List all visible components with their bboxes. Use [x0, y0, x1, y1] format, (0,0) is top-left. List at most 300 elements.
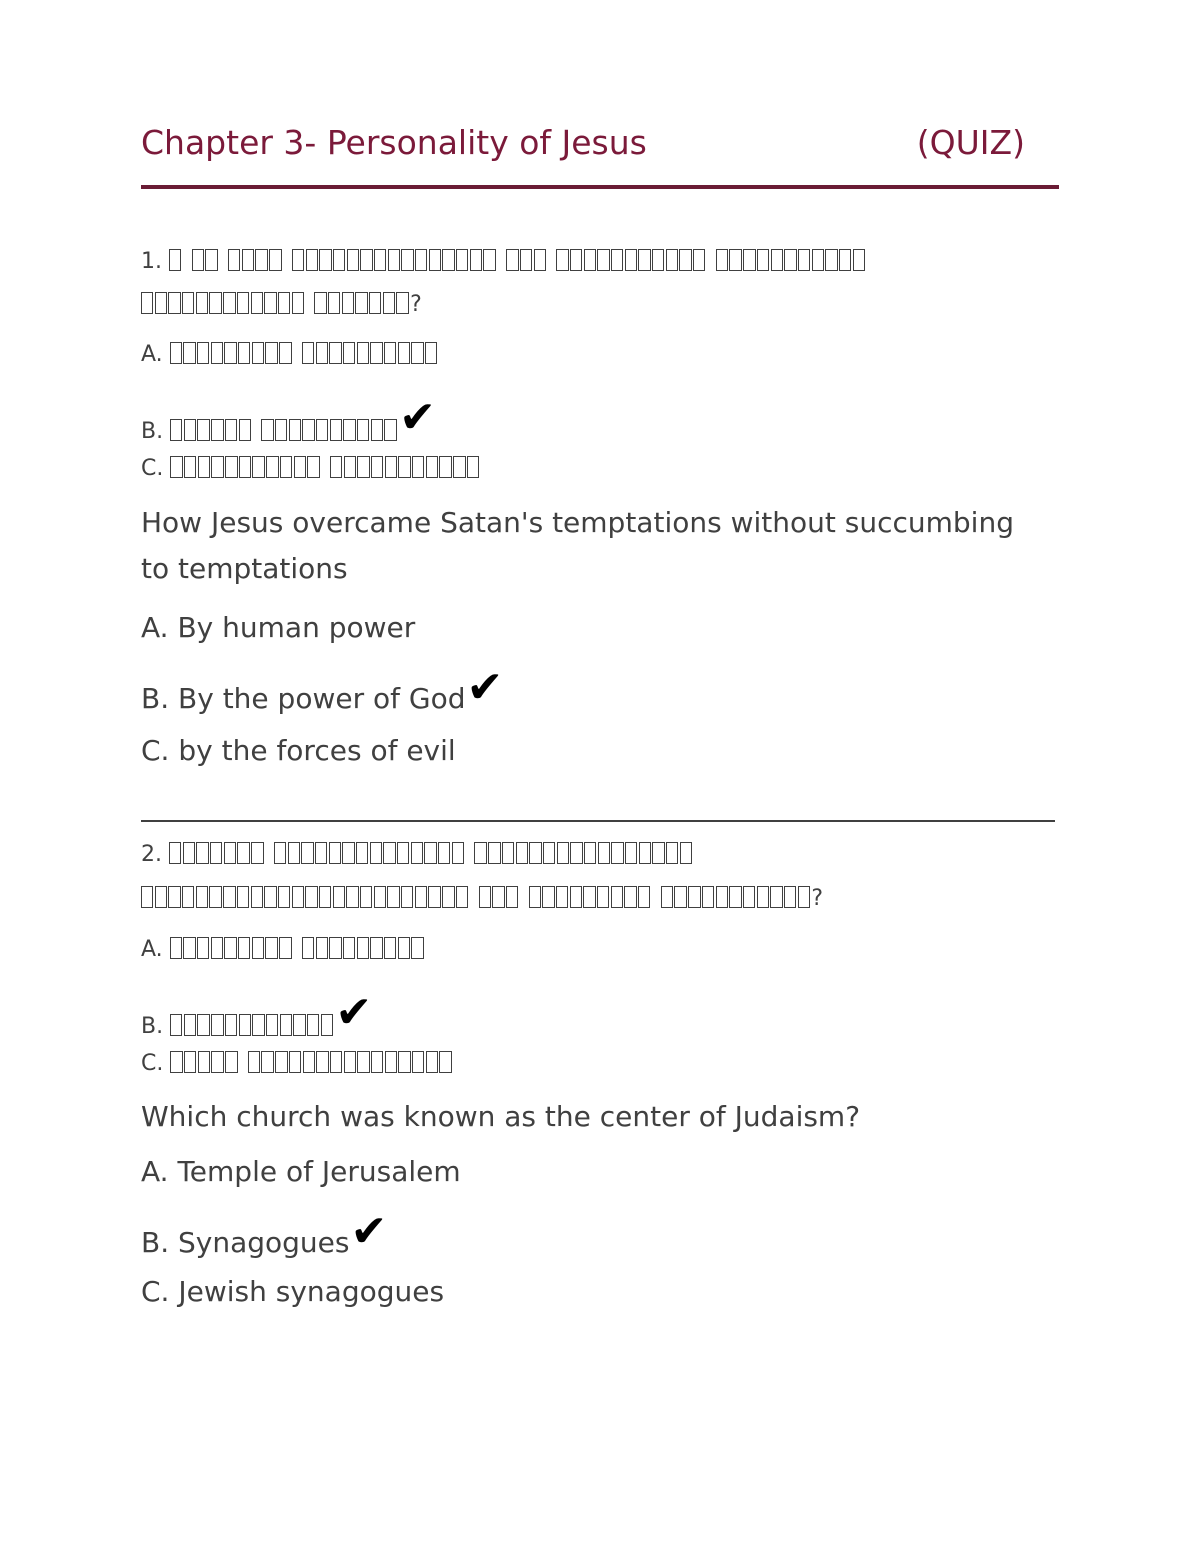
- missing-glyph-box: [688, 886, 700, 908]
- missing-glyph-box: [170, 419, 182, 441]
- missing-glyph-box: [357, 1051, 369, 1073]
- missing-glyph-box: [141, 292, 153, 314]
- missing-glyph-box: [238, 342, 250, 364]
- missing-glyph-box: [639, 842, 651, 864]
- missing-glyph-box: [278, 886, 290, 908]
- missing-glyph-box: [425, 342, 437, 364]
- missing-glyph-box: [584, 249, 596, 271]
- missing-glyph-box: [439, 1051, 451, 1073]
- missing-glyph-box: [237, 886, 249, 908]
- missing-glyph-box: [264, 292, 276, 314]
- missing-glyph-box: [839, 249, 851, 271]
- missing-glyph-box: [784, 886, 796, 908]
- missing-glyph-box: [556, 249, 568, 271]
- q1-native-question-mark: ?: [410, 292, 422, 317]
- missing-glyph-box: [396, 292, 408, 314]
- missing-glyph-box: [302, 419, 314, 441]
- missing-glyph-box: [652, 249, 664, 271]
- missing-glyph-box: [275, 1051, 287, 1073]
- q1-native-option-b-prefix: B.: [141, 419, 164, 444]
- missing-glyph-box: [343, 937, 355, 959]
- missing-glyph-box: [401, 886, 413, 908]
- missing-glyph-box: [384, 419, 396, 441]
- missing-glyph-box: [506, 249, 518, 271]
- q2-native-option-b: [141, 987, 373, 1042]
- missing-glyph-box: [197, 1014, 209, 1036]
- q2-native-option-c: [141, 1049, 453, 1079]
- missing-glyph-box: [192, 249, 204, 271]
- missing-glyph-box: [415, 886, 427, 908]
- missing-glyph-box: [261, 1051, 273, 1073]
- missing-glyph-box: [371, 419, 383, 441]
- missing-glyph-box: [211, 342, 223, 364]
- missing-glyph-box: [225, 419, 237, 441]
- missing-glyph-box: [155, 292, 167, 314]
- q2-english-option-b-text: B. Synagogues: [141, 1226, 350, 1259]
- missing-glyph-box: [211, 937, 223, 959]
- q2-native-option-c-prefix: C.: [141, 1051, 164, 1076]
- q1-native-option-a-prefix: A.: [141, 342, 163, 367]
- missing-glyph-box: [224, 342, 236, 364]
- missing-glyph-box: [771, 249, 783, 271]
- missing-glyph-box: [570, 249, 582, 271]
- missing-glyph-box: [556, 886, 568, 908]
- missing-glyph-box: [288, 842, 300, 864]
- missing-glyph-box: [184, 1014, 196, 1036]
- missing-glyph-box: [266, 456, 278, 478]
- missing-glyph-box: [330, 419, 342, 441]
- missing-glyph-box: [625, 842, 637, 864]
- missing-glyph-box: [798, 886, 810, 908]
- missing-glyph-box: [225, 456, 237, 478]
- missing-glyph-box: [702, 886, 714, 908]
- missing-glyph-box: [557, 842, 569, 864]
- missing-glyph-box: [611, 249, 623, 271]
- q2-native-option-a: [141, 935, 425, 965]
- missing-glyph-box: [211, 1014, 223, 1036]
- missing-glyph-box: [624, 886, 636, 908]
- missing-glyph-box: [693, 249, 705, 271]
- missing-glyph-box: [543, 842, 555, 864]
- missing-glyph-box: [292, 292, 304, 314]
- missing-glyph-box: [611, 842, 623, 864]
- missing-glyph-box: [225, 1051, 237, 1073]
- missing-glyph-box: [344, 456, 356, 478]
- q2-english-correct-check-icon: ✔: [350, 1206, 388, 1257]
- missing-glyph-box: [384, 342, 396, 364]
- missing-glyph-box: [289, 419, 301, 441]
- missing-glyph-box: [411, 842, 423, 864]
- missing-glyph-box: [729, 886, 741, 908]
- missing-glyph-box: [329, 842, 341, 864]
- missing-glyph-box: [371, 456, 383, 478]
- q1-native-option-c: [141, 454, 480, 484]
- missing-glyph-box: [209, 886, 221, 908]
- missing-glyph-box: [316, 937, 328, 959]
- missing-glyph-box: [252, 1014, 264, 1036]
- missing-glyph-box: [666, 842, 678, 864]
- missing-glyph-box: [196, 292, 208, 314]
- missing-glyph-box: [168, 886, 180, 908]
- missing-glyph-box: [169, 249, 181, 271]
- missing-glyph-box: [169, 842, 181, 864]
- missing-glyph-box: [583, 886, 595, 908]
- q2-native-option-b-prefix: B.: [141, 1014, 164, 1039]
- missing-glyph-box: [170, 937, 182, 959]
- missing-glyph-box: [411, 937, 423, 959]
- missing-glyph-box: [280, 1014, 292, 1036]
- missing-glyph-box: [611, 886, 623, 908]
- q1-english-option-b: [141, 662, 504, 719]
- missing-glyph-box: [412, 1051, 424, 1073]
- missing-glyph-box: [346, 886, 358, 908]
- missing-glyph-box: [211, 1051, 223, 1073]
- missing-glyph-box: [269, 249, 281, 271]
- missing-glyph-box: [398, 937, 410, 959]
- missing-glyph-box: [812, 249, 824, 271]
- missing-glyph-box: [255, 249, 267, 271]
- missing-glyph-box: [293, 1014, 305, 1036]
- missing-glyph-box: [279, 342, 291, 364]
- missing-glyph-box: [853, 249, 865, 271]
- missing-glyph-box: [387, 886, 399, 908]
- missing-glyph-box: [223, 292, 235, 314]
- missing-glyph-box: [251, 292, 263, 314]
- missing-glyph-box: [374, 886, 386, 908]
- missing-glyph-box: [294, 456, 306, 478]
- missing-glyph-box: [251, 886, 263, 908]
- missing-glyph-box: [251, 842, 263, 864]
- q2-english-option-c: C. Jewish synagogues: [141, 1275, 445, 1308]
- missing-glyph-box: [155, 886, 167, 908]
- q1-native-option-b: [141, 392, 436, 447]
- missing-glyph-box: [426, 456, 438, 478]
- q2-english-option-a: A. Temple of Jerusalem: [141, 1155, 461, 1188]
- missing-glyph-box: [397, 842, 409, 864]
- missing-glyph-box: [426, 1051, 438, 1073]
- missing-glyph-box: [225, 1014, 237, 1036]
- missing-glyph-box: [328, 292, 340, 314]
- missing-glyph-box: [307, 1014, 319, 1036]
- missing-glyph-box: [743, 249, 755, 271]
- missing-glyph-box: [638, 249, 650, 271]
- missing-glyph-box: [210, 842, 222, 864]
- missing-glyph-box: [598, 842, 610, 864]
- missing-glyph-box: [141, 886, 153, 908]
- missing-glyph-box: [342, 842, 354, 864]
- missing-glyph-box: [302, 342, 314, 364]
- missing-glyph-box: [237, 292, 249, 314]
- missing-glyph-box: [344, 1051, 356, 1073]
- missing-glyph-box: [238, 937, 250, 959]
- missing-glyph-box: [438, 842, 450, 864]
- missing-glyph-box: [398, 456, 410, 478]
- q2-native-option-b-text: [170, 1012, 334, 1042]
- missing-glyph-box: [729, 249, 741, 271]
- q1-english-question-line2: to temptations: [141, 552, 348, 585]
- missing-glyph-box: [301, 842, 313, 864]
- missing-glyph-box: [197, 342, 209, 364]
- missing-glyph-box: [584, 842, 596, 864]
- q1-native-option-a-text: [170, 340, 439, 370]
- missing-glyph-box: [825, 249, 837, 271]
- missing-glyph-box: [370, 937, 382, 959]
- missing-glyph-box: [306, 249, 318, 271]
- q2-native-question-mark: ?: [811, 886, 823, 911]
- missing-glyph-box: [453, 456, 465, 478]
- missing-glyph-box: [265, 342, 277, 364]
- missing-glyph-box: [442, 249, 454, 271]
- missing-glyph-box: [265, 937, 277, 959]
- missing-glyph-box: [330, 456, 342, 478]
- missing-glyph-box: [184, 419, 196, 441]
- missing-glyph-box: [224, 842, 236, 864]
- question-divider: [141, 820, 1055, 822]
- missing-glyph-box: [456, 886, 468, 908]
- q1-native-question-line1: [141, 247, 866, 277]
- missing-glyph-box: [652, 842, 664, 864]
- missing-glyph-box: [211, 419, 223, 441]
- missing-glyph-box: [347, 249, 359, 271]
- q1-english-option-b-text: B. By the power of God: [141, 682, 466, 715]
- missing-glyph-box: [237, 842, 249, 864]
- q1-number: 1.: [141, 249, 162, 274]
- missing-glyph-box: [316, 1051, 328, 1073]
- q1-english-question-line1: How Jesus overcame Satan's temptations without succumbing: [141, 506, 1014, 539]
- missing-glyph-box: [357, 342, 369, 364]
- missing-glyph-box: [280, 456, 292, 478]
- missing-glyph-box: [305, 886, 317, 908]
- missing-glyph-box: [170, 342, 182, 364]
- missing-glyph-box: [242, 249, 254, 271]
- missing-glyph-box: [198, 1051, 210, 1073]
- q2-native-option-a-text: [170, 935, 425, 965]
- missing-glyph-box: [570, 886, 582, 908]
- missing-glyph-box: [275, 419, 287, 441]
- missing-glyph-box: [314, 292, 326, 314]
- missing-glyph-box: [385, 456, 397, 478]
- missing-glyph-box: [239, 456, 251, 478]
- q1-native-option-c-text: [170, 454, 480, 484]
- missing-glyph-box: [534, 249, 546, 271]
- missing-glyph-box: [264, 886, 276, 908]
- missing-glyph-box: [278, 292, 290, 314]
- missing-glyph-box: [625, 249, 637, 271]
- missing-glyph-box: [211, 456, 223, 478]
- q1-native-option-c-prefix: C.: [141, 456, 164, 481]
- missing-glyph-box: [184, 1051, 196, 1073]
- missing-glyph-box: [198, 456, 210, 478]
- missing-glyph-box: [239, 1014, 251, 1036]
- missing-glyph-box: [343, 419, 355, 441]
- q1-english-correct-check-icon: ✔: [466, 662, 504, 713]
- missing-glyph-box: [597, 249, 609, 271]
- missing-glyph-box: [183, 842, 195, 864]
- missing-glyph-box: [319, 249, 331, 271]
- missing-glyph-box: [757, 886, 769, 908]
- missing-glyph-box: [170, 456, 182, 478]
- missing-glyph-box: [456, 249, 468, 271]
- missing-glyph-box: [424, 842, 436, 864]
- missing-glyph-box: [716, 886, 728, 908]
- missing-glyph-box: [442, 886, 454, 908]
- missing-glyph-box: [360, 249, 372, 271]
- missing-glyph-box: [357, 419, 369, 441]
- q2-native-text: [169, 840, 693, 870]
- missing-glyph-box: [292, 886, 304, 908]
- missing-glyph-box: [529, 886, 541, 908]
- missing-glyph-box: [355, 292, 367, 314]
- missing-glyph-box: [483, 249, 495, 271]
- missing-glyph-box: [357, 937, 369, 959]
- missing-glyph-box: [661, 886, 673, 908]
- missing-glyph-box: [224, 937, 236, 959]
- missing-glyph-box: [330, 1051, 342, 1073]
- q2-native-question-line2: [141, 884, 823, 914]
- missing-glyph-box: [474, 842, 486, 864]
- missing-glyph-box: [488, 842, 500, 864]
- missing-glyph-box: [415, 249, 427, 271]
- q2-native-option-a-prefix: A.: [141, 937, 163, 962]
- q1-english-option-c: C. by the forces of evil: [141, 734, 456, 767]
- missing-glyph-box: [520, 249, 532, 271]
- missing-glyph-box: [680, 842, 692, 864]
- missing-glyph-box: [182, 886, 194, 908]
- missing-glyph-box: [502, 842, 514, 864]
- missing-glyph-box: [492, 886, 504, 908]
- missing-glyph-box: [470, 249, 482, 271]
- missing-glyph-box: [319, 886, 331, 908]
- missing-glyph-box: [333, 886, 345, 908]
- missing-glyph-box: [356, 842, 368, 864]
- missing-glyph-box: [570, 842, 582, 864]
- q2-number: 2.: [141, 842, 162, 867]
- q1-native-option-a: [141, 340, 439, 370]
- missing-glyph-box: [467, 456, 479, 478]
- missing-glyph-box: [302, 937, 314, 959]
- missing-glyph-box: [385, 1051, 397, 1073]
- q2-native-option-c-text: [170, 1049, 453, 1079]
- missing-glyph-box: [303, 1051, 315, 1073]
- missing-glyph-box: [412, 456, 424, 478]
- missing-glyph-box: [370, 342, 382, 364]
- missing-glyph-box: [279, 937, 291, 959]
- q2-english-option-b: [141, 1206, 388, 1263]
- missing-glyph-box: [674, 886, 686, 908]
- missing-glyph-box: [428, 886, 440, 908]
- q1-native-correct-check-icon: ✔: [399, 392, 436, 443]
- missing-glyph-box: [383, 842, 395, 864]
- missing-glyph-box: [798, 249, 810, 271]
- missing-glyph-box: [168, 292, 180, 314]
- missing-glyph-box: [383, 292, 395, 314]
- q1-native-text: [169, 247, 866, 277]
- missing-glyph-box: [183, 937, 195, 959]
- q2-native-question-line1: [141, 840, 693, 870]
- q2-native-text-2: [141, 884, 811, 914]
- missing-glyph-box: [183, 342, 195, 364]
- missing-glyph-box: [370, 842, 382, 864]
- missing-glyph-box: [401, 249, 413, 271]
- missing-glyph-box: [411, 342, 423, 364]
- missing-glyph-box: [182, 292, 194, 314]
- missing-glyph-box: [316, 419, 328, 441]
- missing-glyph-box: [223, 886, 235, 908]
- missing-glyph-box: [307, 456, 319, 478]
- missing-glyph-box: [197, 937, 209, 959]
- missing-glyph-box: [228, 249, 240, 271]
- missing-glyph-box: [274, 842, 286, 864]
- missing-glyph-box: [429, 249, 441, 271]
- missing-glyph-box: [248, 1051, 260, 1073]
- missing-glyph-box: [529, 842, 541, 864]
- missing-glyph-box: [716, 249, 728, 271]
- missing-glyph-box: [205, 249, 217, 271]
- missing-glyph-box: [757, 249, 769, 271]
- missing-glyph-box: [170, 1051, 182, 1073]
- missing-glyph-box: [384, 937, 396, 959]
- q2-native-correct-check-icon: ✔: [335, 987, 373, 1038]
- missing-glyph-box: [321, 1014, 333, 1036]
- missing-glyph-box: [333, 249, 345, 271]
- missing-glyph-box: [638, 886, 650, 908]
- missing-glyph-box: [479, 886, 491, 908]
- missing-glyph-box: [342, 292, 354, 314]
- missing-glyph-box: [252, 342, 264, 364]
- missing-glyph-box: [170, 1014, 182, 1036]
- missing-glyph-box: [506, 886, 518, 908]
- q1-native-text-2: [141, 290, 410, 320]
- missing-glyph-box: [784, 249, 796, 271]
- q2-english-question-line1: Which church was known as the center of Judaism?: [141, 1100, 861, 1133]
- missing-glyph-box: [679, 249, 691, 271]
- missing-glyph-box: [289, 1051, 301, 1073]
- missing-glyph-box: [452, 842, 464, 864]
- q1-english-option-a: A. By human power: [141, 611, 416, 644]
- missing-glyph-box: [360, 886, 372, 908]
- q1-native-option-b-text: [170, 417, 398, 447]
- missing-glyph-box: [329, 342, 341, 364]
- missing-glyph-box: [597, 886, 609, 908]
- missing-glyph-box: [184, 456, 196, 478]
- missing-glyph-box: [196, 886, 208, 908]
- missing-glyph-box: [252, 937, 264, 959]
- missing-glyph-box: [398, 342, 410, 364]
- q1-native-question-line2: [141, 290, 422, 320]
- missing-glyph-box: [743, 886, 755, 908]
- missing-glyph-box: [266, 1014, 278, 1036]
- missing-glyph-box: [439, 456, 451, 478]
- chapter-title: Chapter 3- Personality of Jesus: [141, 123, 647, 162]
- missing-glyph-box: [343, 342, 355, 364]
- missing-glyph-box: [252, 456, 264, 478]
- missing-glyph-box: [316, 342, 328, 364]
- missing-glyph-box: [374, 249, 386, 271]
- missing-glyph-box: [329, 937, 341, 959]
- missing-glyph-box: [388, 249, 400, 271]
- missing-glyph-box: [357, 456, 369, 478]
- missing-glyph-box: [369, 292, 381, 314]
- missing-glyph-box: [770, 886, 782, 908]
- missing-glyph-box: [196, 842, 208, 864]
- missing-glyph-box: [666, 249, 678, 271]
- missing-glyph-box: [398, 1051, 410, 1073]
- missing-glyph-box: [209, 292, 221, 314]
- missing-glyph-box: [261, 419, 273, 441]
- document-title-row: [141, 118, 1025, 168]
- missing-glyph-box: [315, 842, 327, 864]
- missing-glyph-box: [292, 249, 304, 271]
